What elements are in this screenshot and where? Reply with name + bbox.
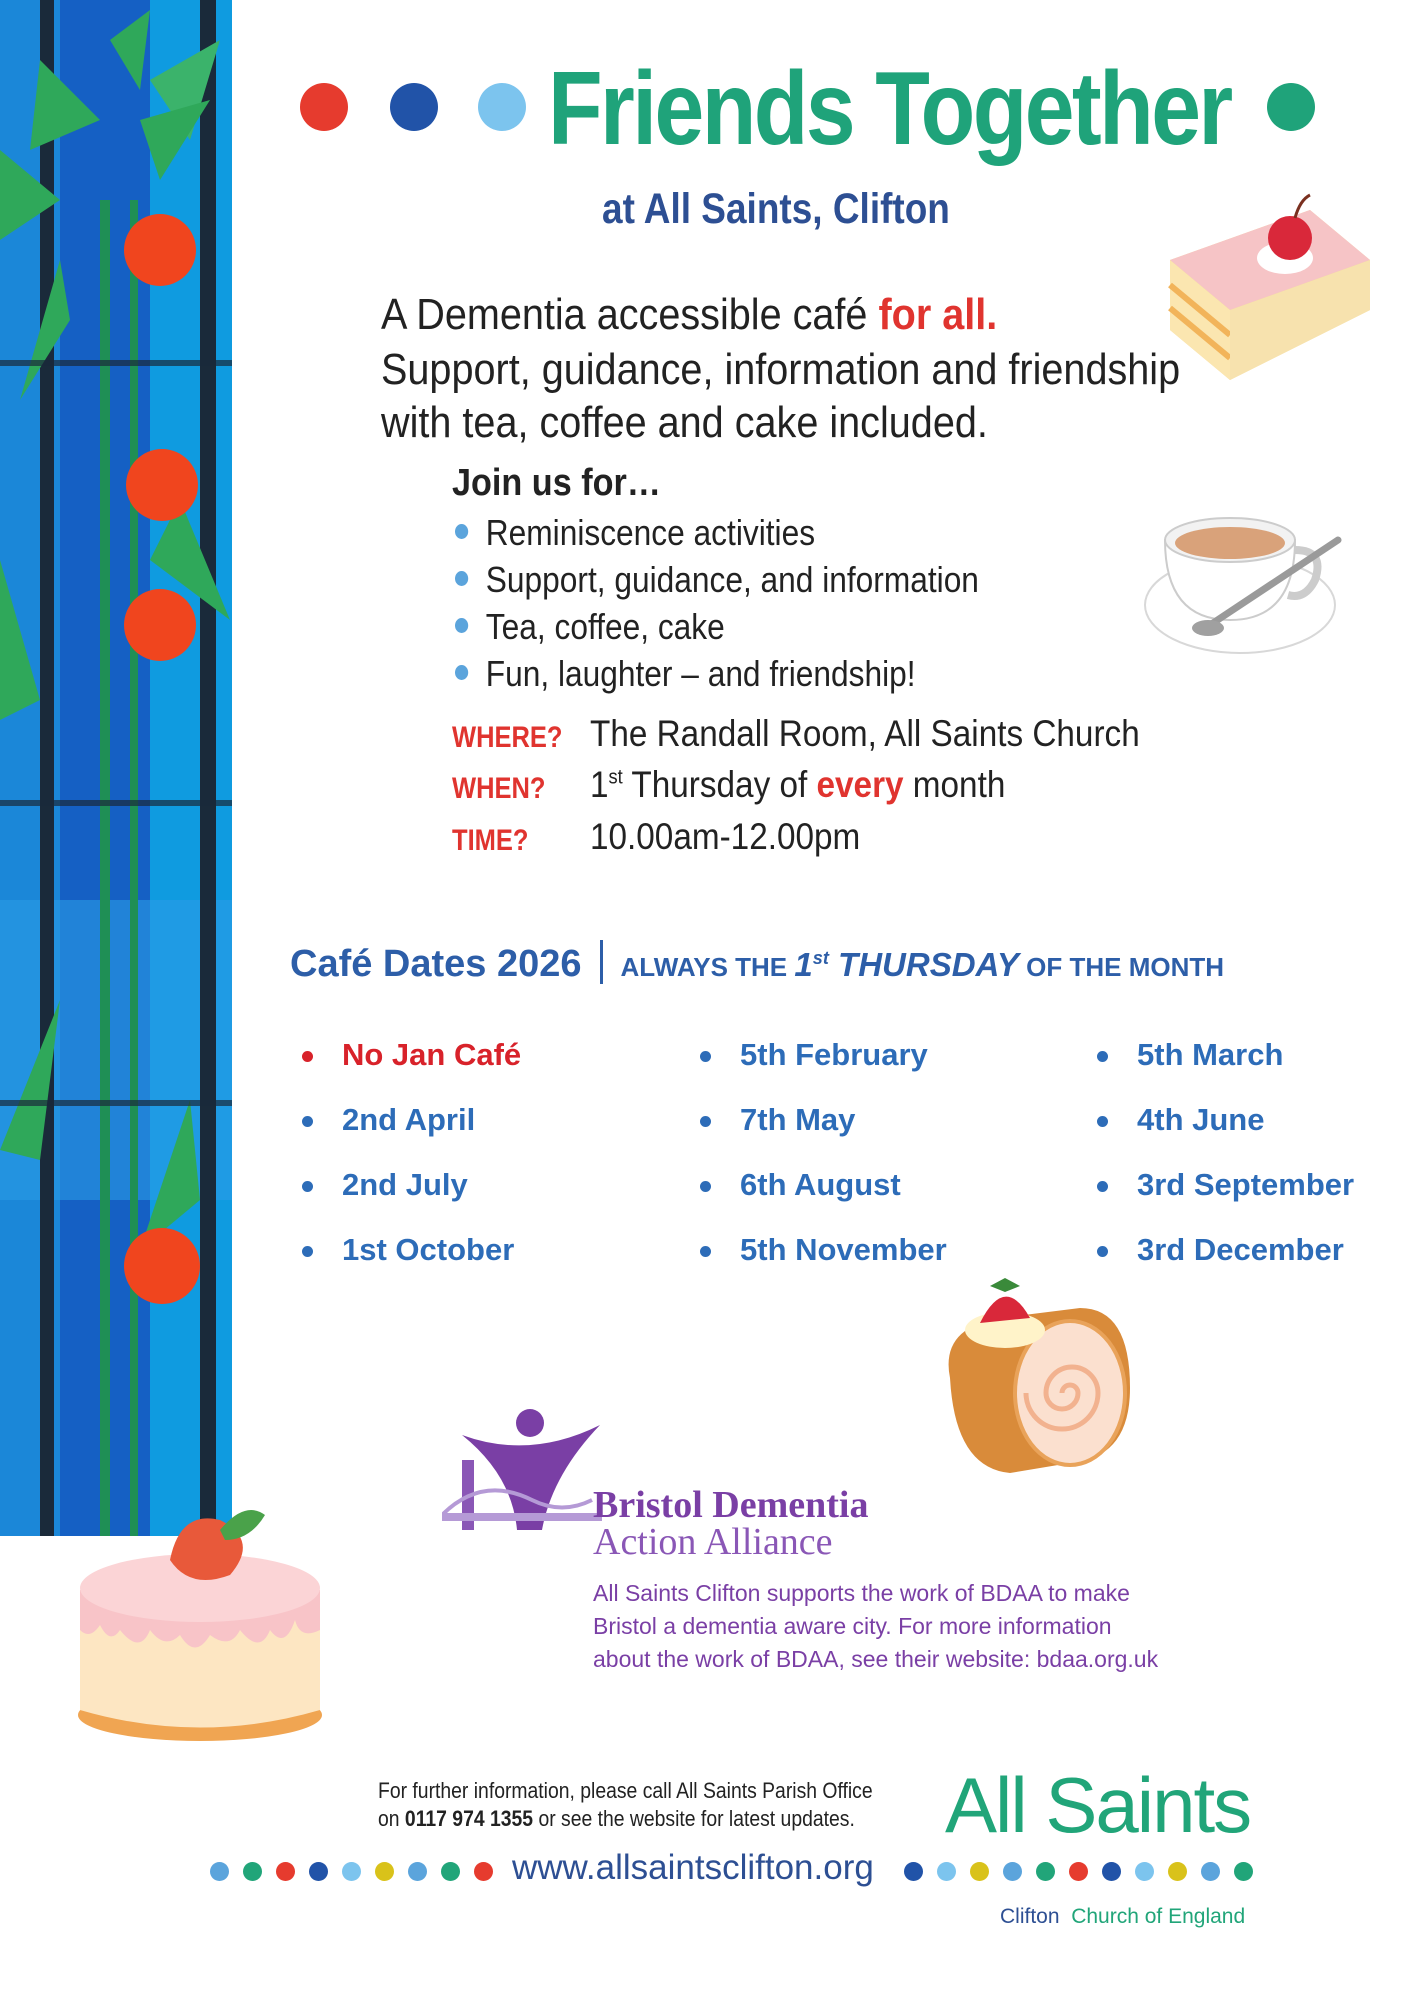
footer-dot <box>375 1862 394 1881</box>
date-item: 7th May <box>740 1102 855 1138</box>
date-item: 5th March <box>1137 1037 1283 1073</box>
footer-dot <box>1234 1862 1253 1881</box>
page-subtitle: at All Saints, Clifton <box>602 185 950 233</box>
footer-info-1: For further information, please call All Saints Parish Office <box>378 1778 873 1803</box>
date-item: 3rd December <box>1137 1232 1344 1268</box>
bdaa-name-sub: Action Alliance <box>593 1521 833 1563</box>
header-dot-lightblue <box>478 83 526 131</box>
join-item: Reminiscence activities <box>455 512 815 554</box>
dates-title: Café Dates 2026 <box>290 943 582 985</box>
stained-glass-image <box>0 0 232 1536</box>
website-link[interactable]: www.allsaintsclifton.org <box>512 1848 874 1887</box>
footer-info-2: on 0117 974 1355 or see the website for latest updates. <box>378 1806 855 1831</box>
date-item: 5th February <box>740 1037 928 1073</box>
join-item: Fun, laughter – and friendship! <box>455 653 916 695</box>
bdaa-name: Bristol Dementia <box>593 1484 869 1526</box>
where-label: WHERE? <box>452 721 563 754</box>
bdaa-text: All Saints Clifton supports the work of BDAA to make <box>593 1580 1130 1606</box>
join-heading: Join us for… <box>452 462 662 504</box>
footer-dot <box>408 1862 427 1881</box>
strawberry-cake-image <box>70 1500 330 1750</box>
footer-dot <box>1168 1862 1187 1881</box>
footer-dot <box>474 1862 493 1881</box>
where-value: The Randall Room, All Saints Church <box>590 713 1140 754</box>
bdaa-text: about the work of BDAA, see their website: bdaa.org.uk <box>593 1646 1159 1672</box>
footer-dot <box>970 1862 989 1881</box>
tea-cup-image <box>1140 480 1355 670</box>
footer-dot <box>937 1862 956 1881</box>
all-saints-brand: All Saints <box>945 1761 1251 1849</box>
bdaa-logo-icon <box>442 1405 602 1535</box>
footer-dot <box>1135 1862 1154 1881</box>
footer-dot <box>441 1862 460 1881</box>
footer-dot <box>276 1862 295 1881</box>
footer-dot <box>342 1862 361 1881</box>
clifton-coe: Clifton Church of England <box>1000 1905 1246 1928</box>
intro-line-1: A Dementia accessible café for all. <box>381 290 998 339</box>
date-item: 2nd July <box>342 1167 468 1203</box>
date-item: 6th August <box>740 1167 901 1203</box>
footer-dot <box>904 1862 923 1881</box>
footer-dot <box>1003 1862 1022 1881</box>
header-dot-blue <box>390 83 438 131</box>
footer-dot <box>1201 1862 1220 1881</box>
date-item: 4th June <box>1137 1102 1264 1138</box>
footer-dot <box>1036 1862 1055 1881</box>
date-item: 3rd September <box>1137 1167 1354 1203</box>
header-dot-green <box>1267 83 1315 131</box>
when-value: 1st Thursday of every month <box>590 764 1006 805</box>
footer-dot <box>210 1862 229 1881</box>
footer-dot <box>243 1862 262 1881</box>
time-label: TIME? <box>452 824 529 857</box>
phone-number: 0117 974 1355 <box>404 1806 534 1831</box>
cake-slice-image <box>1160 190 1375 400</box>
dates-heading <box>290 940 1224 986</box>
date-item: 2nd April <box>342 1102 475 1138</box>
footer-dot <box>1102 1862 1121 1881</box>
date-item: 1st October <box>342 1232 514 1268</box>
footer-dot <box>1069 1862 1088 1881</box>
dates-subtitle: ALWAYS THE 1st THURSDAY OF THE MONTH <box>620 946 1225 983</box>
header-dot-red <box>300 83 348 131</box>
dates-divider <box>600 940 603 984</box>
page-title: Friends Together <box>548 51 1231 167</box>
swiss-roll-image <box>930 1268 1140 1488</box>
join-item: Tea, coffee, cake <box>455 606 725 648</box>
date-item: 5th November <box>740 1232 947 1268</box>
join-item: Support, guidance, and information <box>455 559 979 601</box>
when-label: WHEN? <box>452 772 546 805</box>
time-value: 10.00am-12.00pm <box>590 816 861 857</box>
footer-dot <box>309 1862 328 1881</box>
bdaa-text: Bristol a dementia aware city. For more information <box>593 1613 1112 1639</box>
intro-line-3: with tea, coffee and cake included. <box>381 398 988 447</box>
date-item: No Jan Café <box>342 1037 521 1073</box>
intro-line-2: Support, guidance, information and friendship <box>381 345 1181 394</box>
